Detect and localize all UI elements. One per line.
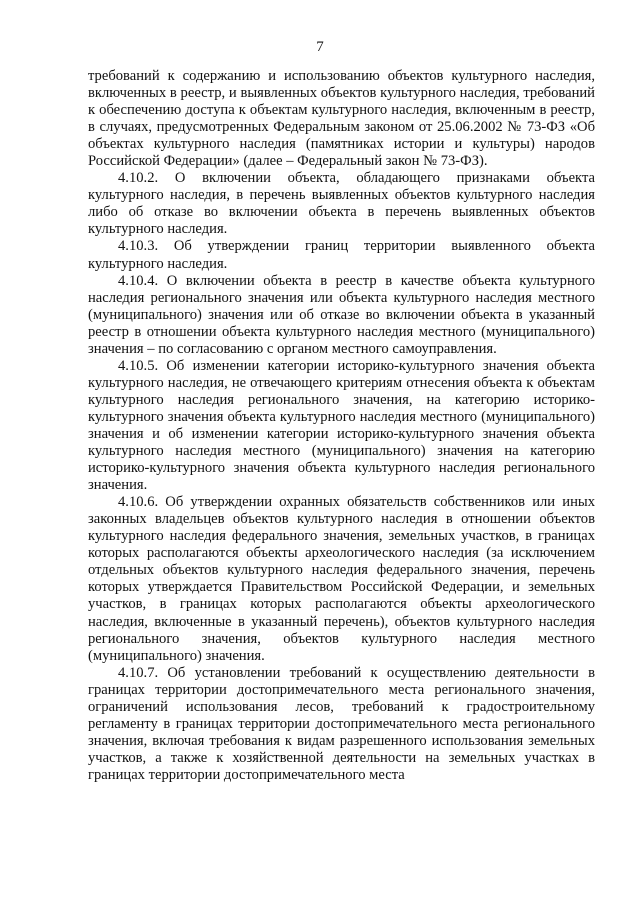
paragraph-4-10-4: 4.10.4. О включении объекта в реестр в качестве объекта культурного наследия регионального значения или объекта культурного наследия местного (муниципального) значения или об отказе во включении объекта в указанный реестр в отношении объекта культурного наследия местного (муниципального) значения – по согласованию с органом местного самоуправления. [88, 272, 595, 357]
paragraph-4-10-6: 4.10.6. Об утверждении охранных обязательств собственников или иных законных владельцев объектов культурного наследия в отношении объектов культурного наследия федерального значения, земельных участков, в границах которых располагаются объекты археологического наследия (за исключением отдельных объектов культурного наследия федерального значения, перечень которых утверждается Правительством Российской Федерации, и земельных участков, в границах которых располагаются объекты археологического наследия, включенные в указанный перечень), объектов культурного наследия регионального значения, объектов культурного наследия местного (муниципального) значения. [88, 494, 595, 664]
paragraph-4-10-3: 4.10.3. Об утверждении границ территории выявленного объекта культурного наследия. [88, 238, 595, 272]
paragraph-continuation: требований к содержанию и использованию объектов культурного наследия, включенных в реестр, и выявленных объектов культурного наследия, требований к обеспечению доступа к объектам культурного наследия, включенным в реестр, в случаях, предусмотренных Федеральным законом от 25.06.2002 № 73-ФЗ «Об объектах культурного наследия (памятниках истории и культуры) народов Российской Федерации» (далее – Федеральный закон № 73-ФЗ). [88, 68, 595, 170]
page-number: 7 [316, 39, 324, 55]
paragraph-4-10-5: 4.10.5. Об изменении категории историко-культурного значения объекта культурного наследия, не отвечающего критериям отнесения объекта к объектам культурного наследия регионального значения, на категорию историко-культурного значения объекта культурного наследия местного (муниципального) значения и об изменении категории историко-культурного значения объекта культурного наследия местного (муниципального) значения на категорию историко-культурного значения объекта культурного наследия регионального значения. [88, 357, 595, 494]
document-body [88, 68, 595, 784]
paragraph-4-10-2: 4.10.2. О включении объекта, обладающего признаками объекта культурного наследия, в перечень выявленных объектов культурного наследия либо об отказе во включении объекта в перечень выявленных объектов культурного наследия. [88, 170, 595, 238]
paragraph-4-10-7: 4.10.7. Об установлении требований к осуществлению деятельности в границах территории достопримечательного места регионального значения, ограничений использования лесов, требований к градостроительному регламенту в границах территории достопримечательного места регионального значения, включая требования к видам разрешенного использования земельных участков, а также к хозяйственной деятельности на земельных участках в границах территории достопримечательного места [88, 664, 595, 783]
